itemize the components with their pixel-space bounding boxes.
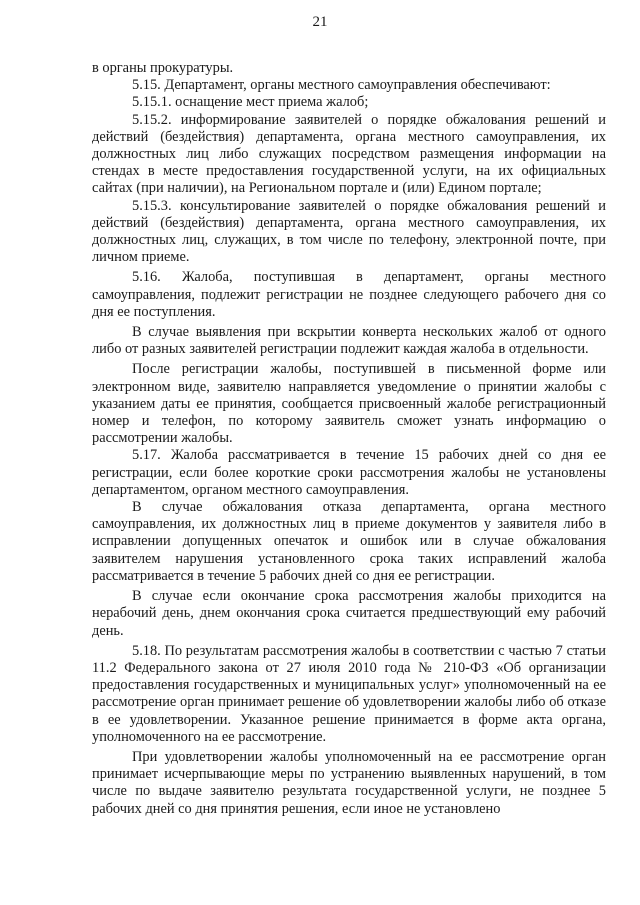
paragraph-5-17: 5.17. Жалоба рассматривается в течение 15 рабочих дней со дня ее регистрации, если более короткие сроки рассмотрения жалобы не установлены департаментом, органом местного самоуправления. bbox=[92, 447, 606, 498]
paragraph-5-15: 5.15. Департамент, органы местного самоуправления обеспечивают: bbox=[132, 77, 551, 94]
paragraph-5-15-1: 5.15.1. оснащение мест приема жалоб; bbox=[132, 94, 369, 111]
paragraph-nonworking-day: В случае если окончание срока рассмотрения жалобы приходится на нерабочий день, днем окончания срока считается предшествующий ему рабочий день. bbox=[92, 588, 606, 639]
paragraph-multiple-complaints: В случае выявления при вскрытии конверта нескольких жалоб от одного либо от разных заявителей регистрации подлежит каждая жалоба в отдельности. bbox=[92, 324, 606, 358]
paragraph-after-registration: После регистрации жалобы, поступившей в письменной форме или электронном виде, заявителю направляется уведомление о принятии жалобы с указанием даты ее принятия, сообщается присвоенный жалобе регистрационный номер и телефон, по которому заявитель сможет узнать информацию о рассмотрении жалобы. bbox=[92, 361, 606, 447]
paragraph-satisfaction: При удовлетворении жалобы уполномоченный на ее рассмотрение орган принимает исчерпывающие меры по устранению выявленных нарушений, в том числе по выдаче заявителю результата государственной услуги, не позднее 5 рабочих дней со дня принятия решения, если иное не установлено bbox=[92, 748, 606, 817]
paragraph-continuation: в органы прокуратуры. bbox=[92, 60, 234, 76]
paragraph-5-15-2: 5.15.2. информирование заявителей о порядке обжалования решений и действий (бездействия) департамента, органа местного самоуправления, их должностных лиц либо служащих посредством размещения информации на стендах в месте предоставления государственной услуги, на их официальных сайтах (при наличии), на Региональном портале и (или) Едином портале; bbox=[92, 111, 606, 197]
page-number: 21 bbox=[312, 14, 328, 30]
paragraph-5-18: 5.18. По результатам рассмотрения жалобы в соответствии с частью 7 статьи 11.2 Федерального закона от 27 июля 2010 года № 210-ФЗ «Об организации предоставления государственных и муниципальных услуг» уполномоченный на ее рассмотрение орган принимает решение об удовлетворении жалобы либо об отказе в ее удовлетворении. Указанное решение принимается в форме акта органа, уполномоченного на ее рассмотрение. bbox=[92, 642, 606, 745]
document-body bbox=[92, 60, 606, 818]
paragraph-refusal-appeal: В случае обжалования отказа департамента, органа местного самоуправления, их должностных лиц в приеме документов у заявителя либо в исправлении допущенных опечаток и ошибок или в случае обжалования заявителем нарушения установленного срока таких исправлений жалоба рассматривается в течение 5 рабочих дней со дня ее регистрации. bbox=[92, 499, 606, 584]
paragraph-5-15-3: 5.15.3. консультирование заявителей о порядке обжалования решений и действий (бездействия) департамента, органа местного самоуправления, их должностных лиц, служащих, в том числе по телефону, электронной почте, при личном приеме. bbox=[92, 197, 606, 266]
paragraph-5-16: 5.16. Жалоба, поступившая в департамент, органы местного самоуправления, подлежит регистрации не позднее следующего рабочего дня со дня ее поступления. bbox=[92, 269, 606, 320]
